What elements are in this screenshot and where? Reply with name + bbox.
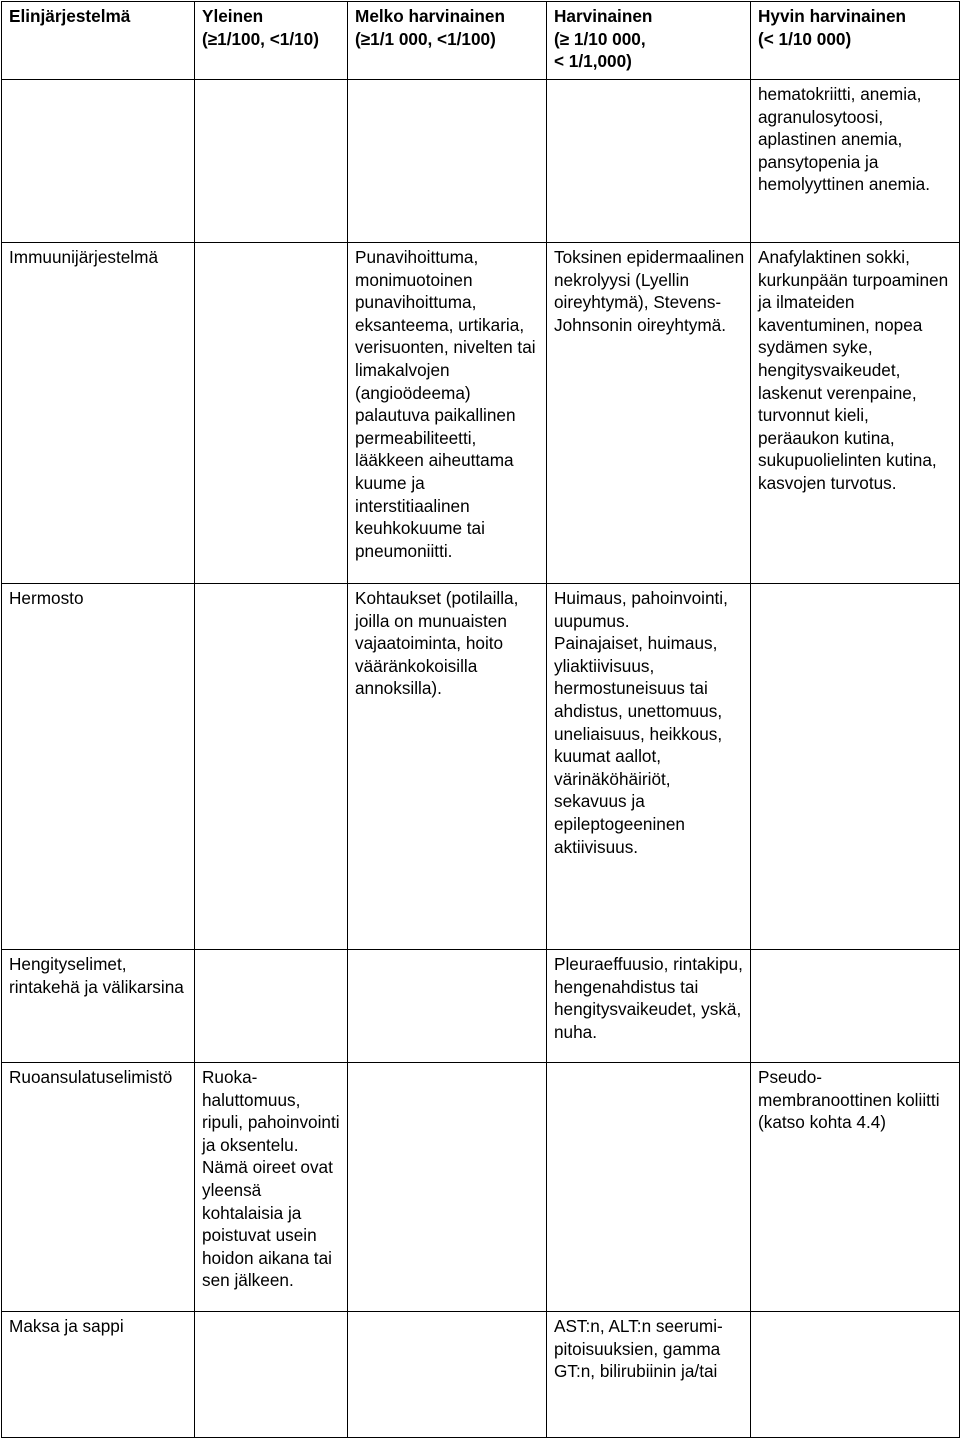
table-row-gastro [2,1063,960,1312]
header-common: Yleinen (≥1/100, <1/10) [195,2,348,80]
cell-nervous-common [195,584,348,950]
cell-respiratory-system: Hengityselimet, rintakehä ja välikarsina [2,950,195,1063]
cell-blood-system [2,80,195,243]
cell-respiratory-uncommon [348,950,547,1063]
cell-respiratory-rare: Pleuraeffuusio, rintakipu, hengenahdistus tai hengitysvaikeudet, yskä, nuha. [547,950,751,1063]
cell-respiratory-common [195,950,348,1063]
table-row-respiratory [2,950,960,1063]
cell-immune-rare: Toksinen epidermaalinen nekrolyysi (Lyellin oireyhtymä), Stevens-Johnsonin oireyhtymä. [547,243,751,584]
cell-liver-very-rare [751,1312,960,1438]
cell-blood-very-rare: hematokriitti, anemia, agranulosytoosi, aplastinen anemia, pansytopenia ja hemolyyttinen anemia. [751,80,960,243]
header-system-class: Elinjärjestelmä [2,2,195,80]
cell-liver-rare: AST:n, ALT:n seerumi-pitoisuuksien, gamma GT:n, bilirubiinin ja/tai [547,1312,751,1438]
table-row-liver [2,1312,960,1438]
nervous-rare-text-2: Painajaiset, huimaus, yliaktiivisuus, hermostuneisuus tai ahdistus, unettomuus, uneliaisuus, heikkous, kuumat aallot, värinäköhäiriöt, sekavuus ja epileptogeeninen aktiivisuus. [554,633,723,857]
cell-blood-uncommon [348,80,547,243]
cell-gastro-rare [547,1063,751,1312]
gastro-common-text-2: Nämä oireet ovat yleensä kohtalaisia ja poistuvat usein hoidon aikana tai sen jälkeen. [202,1157,333,1291]
cell-immune-system: Immuunijärjestelmä [2,243,195,584]
cell-liver-common [195,1312,348,1438]
adverse-effects-table [1,1,960,1438]
cell-nervous-uncommon: Kohtaukset (potilailla, joilla on munuaisten vajaatoiminta, hoito vääränkokoisilla annoksilla). [348,584,547,950]
cell-immune-uncommon: Punavihoittuma, monimuotoinen punavihoittuma, eksanteema, urtikaria, verisuonten, nivelten tai limakalvojen (angioödeema) palautuva paikallinen permeabiliteetti, lääkkeen aiheuttama kuume ja interstitiaalinen keuhkokuume tai pneumoniitti. [348,243,547,584]
header-rare: Harvinainen (≥ 1/10 000, < 1/1,000) [547,2,751,80]
cell-immune-very-rare: Anafylaktinen sokki, kurkunpään turpoaminen ja ilmateiden kaventuminen, nopea sydämen syke, hengitysvaikeudet, laskenut verenpaine, turvonnut kieli, peräaukon kutina, sukupuolielinten kutina, kasvojen turvotus. [751,243,960,584]
table-row-nervous [2,584,960,950]
header-row [2,2,960,80]
cell-blood-rare [547,80,751,243]
cell-liver-system: Maksa ja sappi [2,1312,195,1438]
cell-blood-common [195,80,348,243]
header-uncommon: Melko harvinainen (≥1/1 000, <1/100) [348,2,547,80]
table-row-blood [2,80,960,243]
cell-respiratory-very-rare [751,950,960,1063]
cell-nervous-system: Hermosto [2,584,195,950]
cell-nervous-very-rare [751,584,960,950]
cell-gastro-system: Ruoansulatuselimistö [2,1063,195,1312]
cell-gastro-uncommon [348,1063,547,1312]
cell-gastro-very-rare: Pseudo-membranoottinen koliitti (katso kohta 4.4) [751,1063,960,1312]
cell-gastro-common [195,1063,348,1312]
gastro-common-text-1: Ruoka-haluttomuus, ripuli, pahoinvointi ja oksentelu. [202,1067,340,1155]
header-very-rare: Hyvin harvinainen (< 1/10 000) [751,2,960,80]
cell-nervous-rare [547,584,751,950]
nervous-rare-text-1: Huimaus, pahoinvointi, uupumus. [554,588,728,631]
cell-immune-common [195,243,348,584]
table-row-immune [2,243,960,584]
cell-liver-uncommon [348,1312,547,1438]
